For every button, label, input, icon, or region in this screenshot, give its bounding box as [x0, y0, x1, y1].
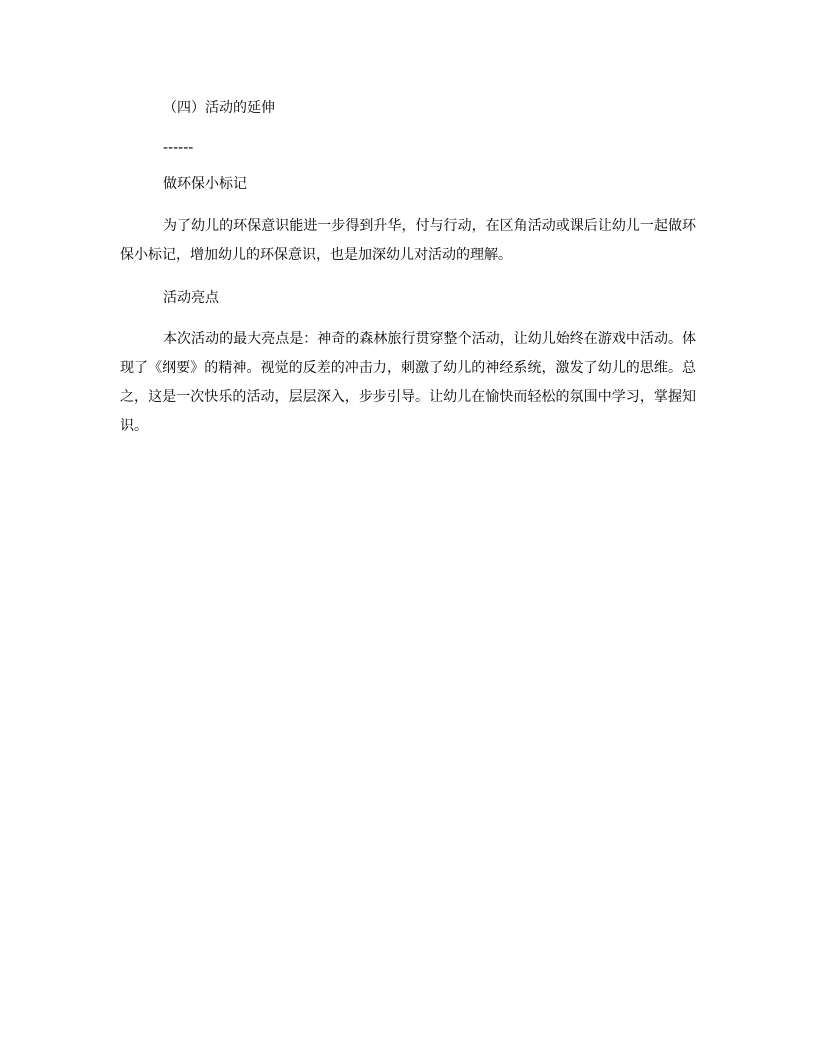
subheading-eco-marks: 做环保小标记 [163, 176, 247, 192]
separator-line: ------ [163, 140, 194, 156]
section-heading: （四）活动的延伸 [163, 100, 275, 116]
paragraph-eco-marks: 为了幼儿的环保意识能进一步得到升华，付与行动，在区角活动或课后让幼儿一起做环保小标记，增加幼儿的环保意识，也是加深幼儿对活动的理解。 [120, 218, 696, 263]
subheading-highlights: 活动亮点 [163, 290, 219, 306]
paragraph-highlights: 本次活动的最大亮点是：神奇的森林旅行贯穿整个活动，让幼儿始终在游戏中活动。体现了《纲要》的精神。视觉的反差的冲击力，刺激了幼儿的神经系统，激发了幼儿的思维。总之，这是一次快乐的活动，层层深入，步步引导。让幼儿在愉快而轻松的氛围中学习，掌握知识。 [120, 331, 696, 434]
